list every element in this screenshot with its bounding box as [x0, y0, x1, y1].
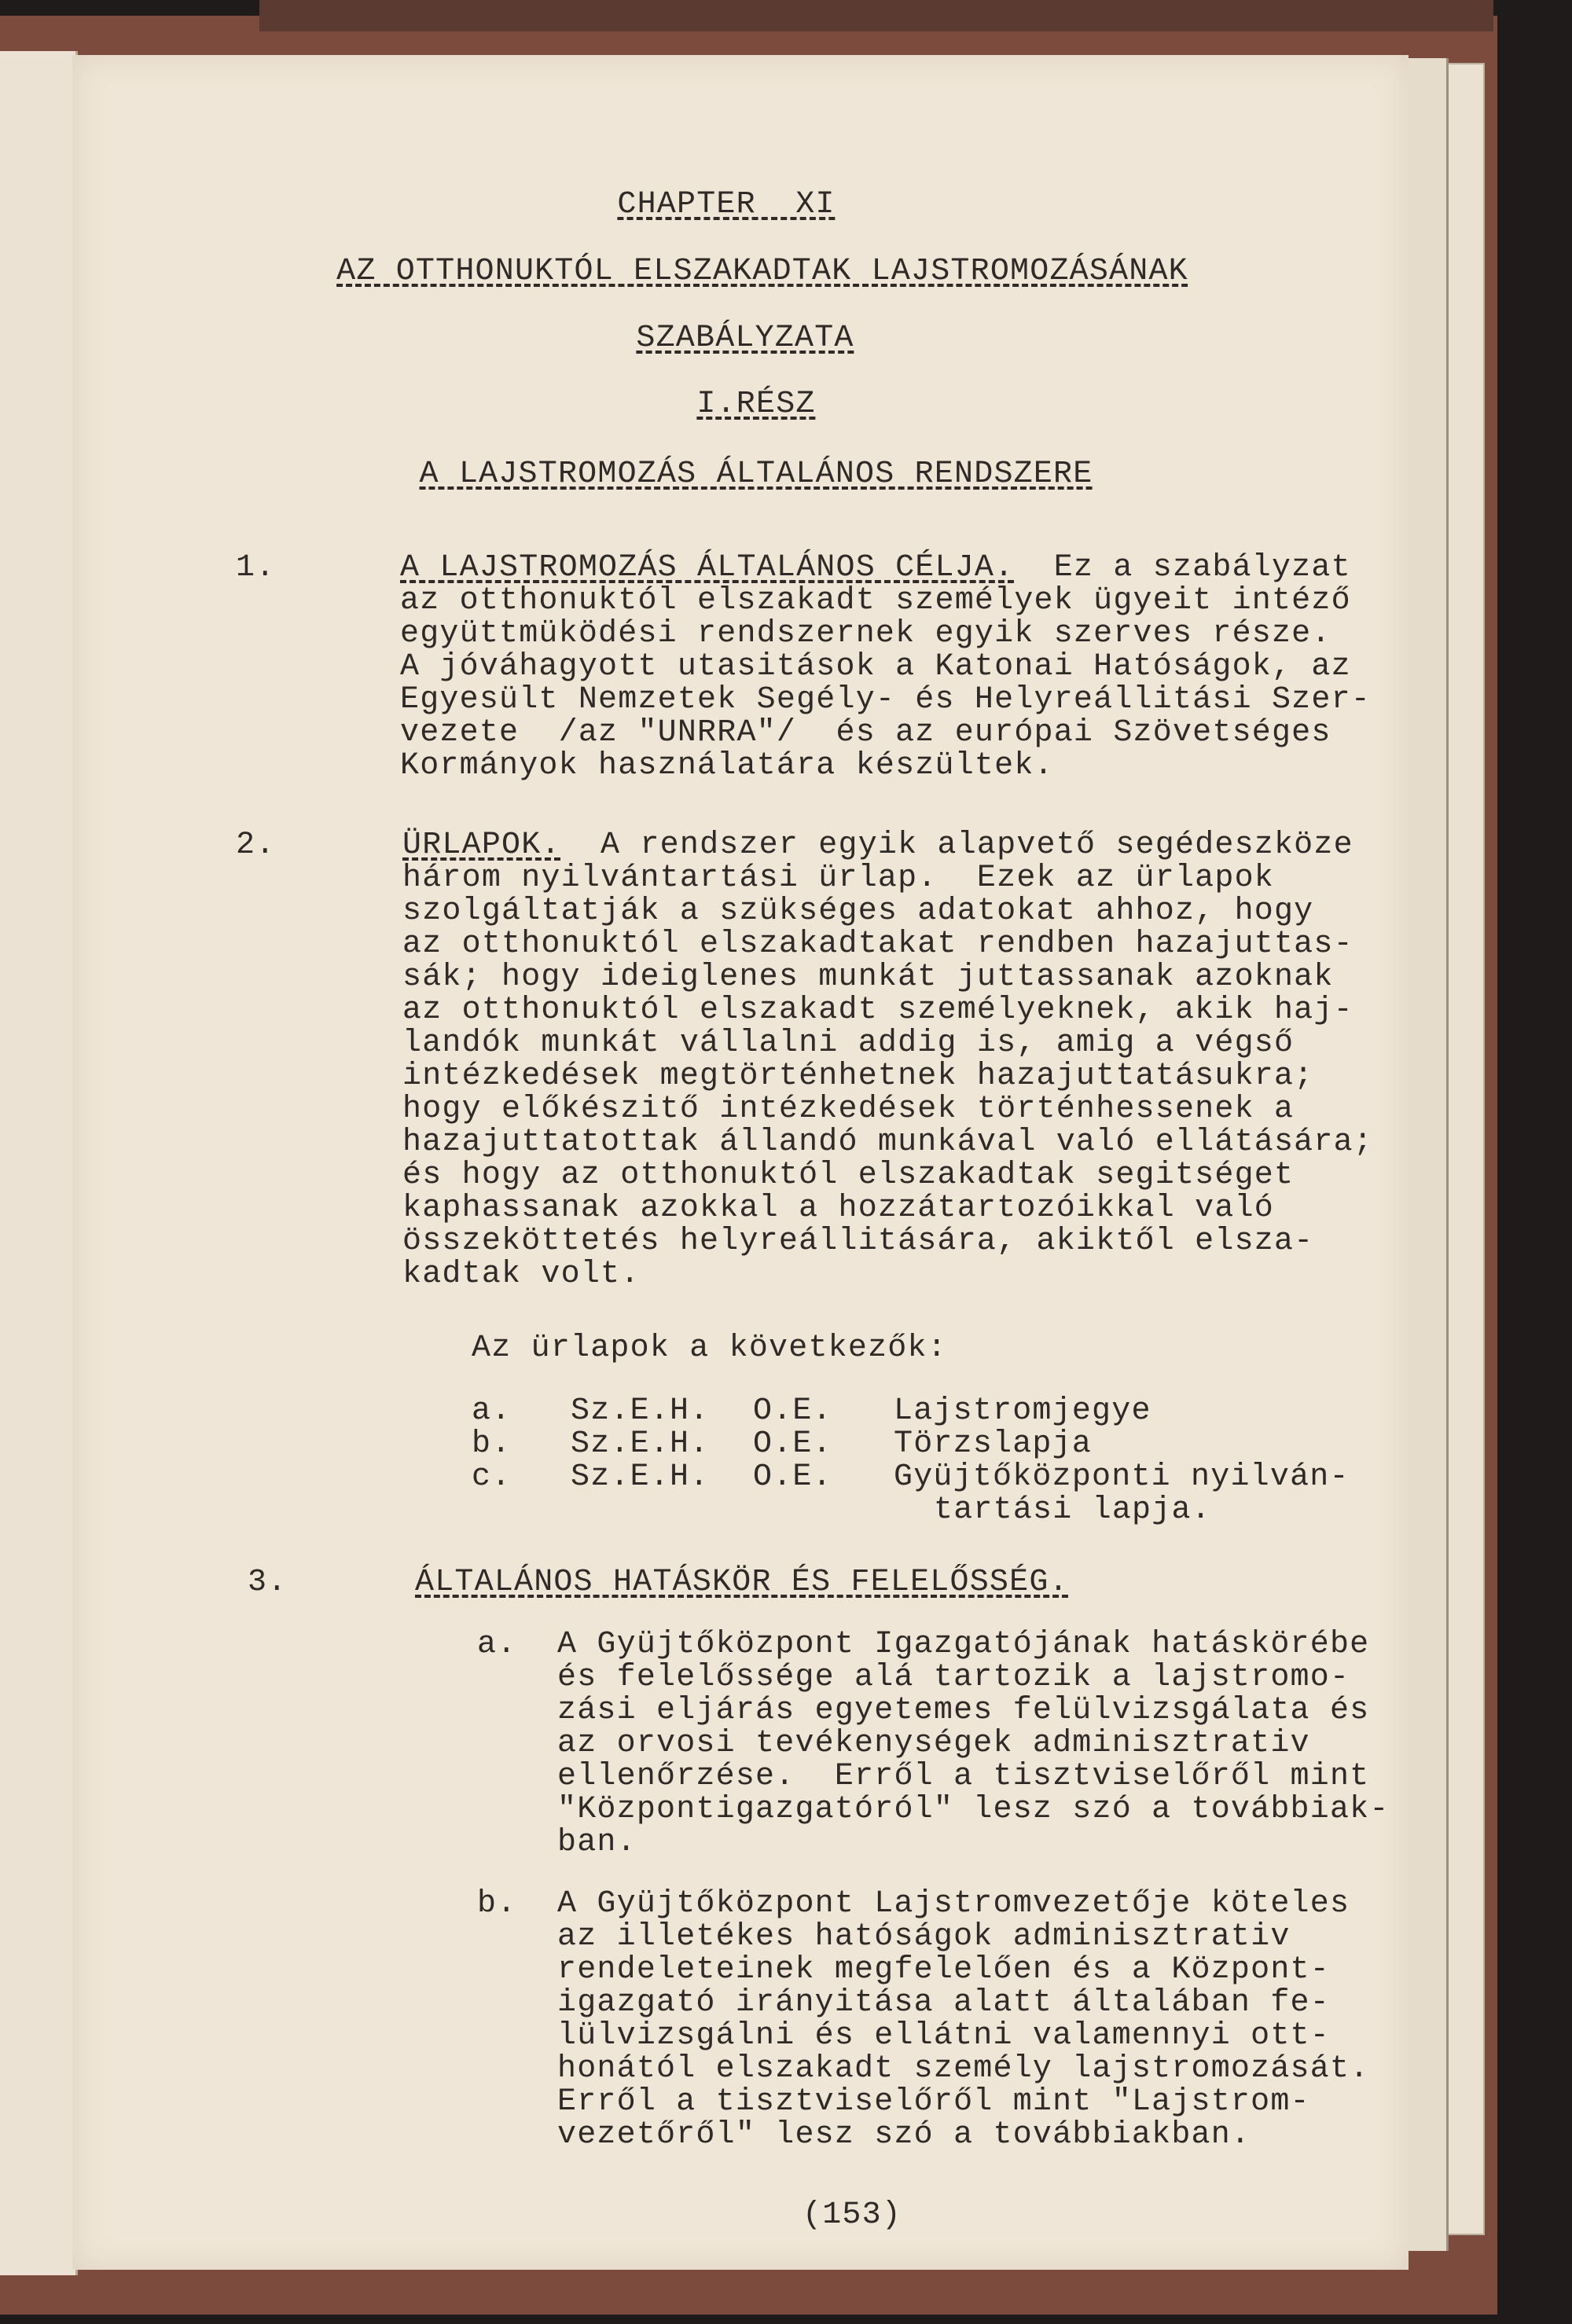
section-heading: ÁLTALÁNOS HATÁSKÖR ÉS FELELŐSSÉG.: [415, 1565, 1069, 1600]
page-number: (153): [802, 2197, 902, 2233]
section-number: 2.: [236, 828, 276, 863]
text-line: hogy előkészitő intézkedések történhessenek a: [402, 1092, 1295, 1127]
form-label: a.: [472, 1393, 512, 1429]
text-line: az otthonuktól elszakadtakat rendben hazajuttas-: [402, 927, 1353, 962]
form-label: b.: [472, 1426, 512, 1462]
text-line: és hogy az otthonuktól elszakadtak segitséget: [402, 1158, 1295, 1193]
item-b-body: [557, 1888, 1369, 2152]
text-line: az orvosi tevékenységek adminisztrativ: [557, 1726, 1310, 1761]
document-subtitle: SZABÁLYZATA: [636, 321, 854, 356]
text-line: lülvizsgálni és ellátni valamennyi ott-: [557, 2018, 1330, 2054]
text-line: vezetőről" lesz szó a továbbiakban.: [557, 2117, 1251, 2153]
form-office: O.E.: [753, 1393, 832, 1429]
item-label: b.: [477, 1886, 517, 1922]
section-heading: A LAJSTROMOZÁS ÁLTALÁNOS CÉLJA.: [400, 550, 1015, 586]
item-label: a.: [477, 1627, 517, 1662]
section-number: 1.: [236, 550, 276, 586]
text-line: zási eljárás egyetemes felülvizsgálata és: [557, 1693, 1370, 1728]
left-page-edge: [0, 51, 78, 2275]
text-line: Ez a szabályzat: [1014, 550, 1351, 586]
book-cover-edge: [259, 0, 1493, 31]
form-office: O.E.: [753, 1459, 832, 1495]
text-line: összeköttetés helyreállitására, akiktől elsza-: [402, 1224, 1314, 1259]
form-office: O.E.: [753, 1426, 832, 1462]
section-number: 3.: [248, 1565, 288, 1600]
part-title: A LAJSTROMOZÁS ÁLTALÁNOS RENDSZERE: [419, 457, 1093, 492]
section-2-body: [402, 829, 1373, 1291]
text-line: az otthonuktól elszakadt személyeknek, akik haj-: [402, 993, 1353, 1028]
text-line: hazajuttatottak állandó munkával való ellátására;: [402, 1125, 1373, 1160]
text-line: az illetékes hatóságok adminisztrativ: [557, 1919, 1291, 1955]
text-line: A rendszer egyik alapvető segédeszköze: [560, 828, 1353, 863]
text-line: az otthonuktól elszakadt személyek ügyeit intéző: [400, 583, 1351, 619]
text-line: Erről a tisztviselőről mint "Lajstrom-: [557, 2084, 1310, 2120]
text-line: landók munkát vállalni addig is, amig a végső: [402, 1026, 1295, 1061]
text-line: együttmüködési rendszernek egyik szerves része.: [400, 616, 1331, 652]
text-line: ban.: [557, 1825, 637, 1860]
text-line: sák; hogy ideiglenes munkát juttassanak azoknak: [402, 960, 1334, 995]
text-line: honától elszakadt személy lajstromozását.: [557, 2051, 1370, 2087]
text-line: Kormányok használatára készültek.: [400, 748, 1054, 784]
forms-intro: Az ürlapok a következők:: [472, 1331, 947, 1366]
text-line: kaphassanak azokkal a hozzátartozóikkal való: [402, 1191, 1274, 1226]
text-line: és felelőssége alá tartozik a lajstromo-: [557, 1660, 1350, 1695]
text-line: A jóváhagyott utasitások a Katonai Hatóságok, az: [400, 649, 1351, 685]
text-line: ellenőrzése. Erről a tisztviselőről mint: [557, 1759, 1370, 1794]
section-heading: ÜRLAPOK.: [402, 828, 561, 863]
form-label: c.: [472, 1459, 512, 1495]
section-1-body: [400, 552, 1371, 783]
form-name-continuation: tartási lapja.: [934, 1492, 1211, 1528]
text-line: A Gyüjtőközpont Lajstromvezetője köteles: [557, 1886, 1350, 1922]
form-code: Sz.E.H.: [571, 1459, 710, 1495]
document-title: AZ OTTHONUKTÓL ELSZAKADTAK LAJSTROMOZÁSÁNAK: [336, 254, 1188, 289]
text-line: három nyilvántartási ürlap. Ezek az ürlapok: [402, 861, 1274, 896]
form-name: Törzslapja: [894, 1426, 1093, 1462]
part-heading: I.RÉSZ: [696, 387, 816, 422]
text-line: igazgató irányitása alatt általában fe-: [557, 1985, 1330, 2021]
text-line: kadtak volt.: [402, 1257, 641, 1292]
item-a-body: [557, 1628, 1390, 1860]
text-line: "Központigazgatóról" lesz szó a továbbiak-: [557, 1792, 1390, 1827]
form-code: Sz.E.H.: [571, 1426, 710, 1462]
text-line: vezete /az "UNRRA"/ és az európai Szövetséges: [400, 715, 1331, 751]
text-line: A Gyüjtőközpont Igazgatójának hatáskörébe: [557, 1627, 1370, 1662]
text-line: rendeleteinek megfelelően és a Központ-: [557, 1952, 1330, 1988]
text-line: intézkedések megtörténhetnek hazajuttatásukra;: [402, 1059, 1314, 1094]
form-code: Sz.E.H.: [571, 1393, 710, 1429]
form-name: Gyüjtőközponti nyilván-: [894, 1459, 1350, 1495]
text-line: Egyesült Nemzetek Segély- és Helyreállitási Szer-: [400, 682, 1371, 718]
text-line: szolgáltatják a szükséges adatokat ahhoz, hogy: [402, 894, 1314, 929]
chapter-heading: CHAPTER XI: [617, 187, 836, 222]
form-name: Lajstromjegye: [894, 1393, 1151, 1429]
